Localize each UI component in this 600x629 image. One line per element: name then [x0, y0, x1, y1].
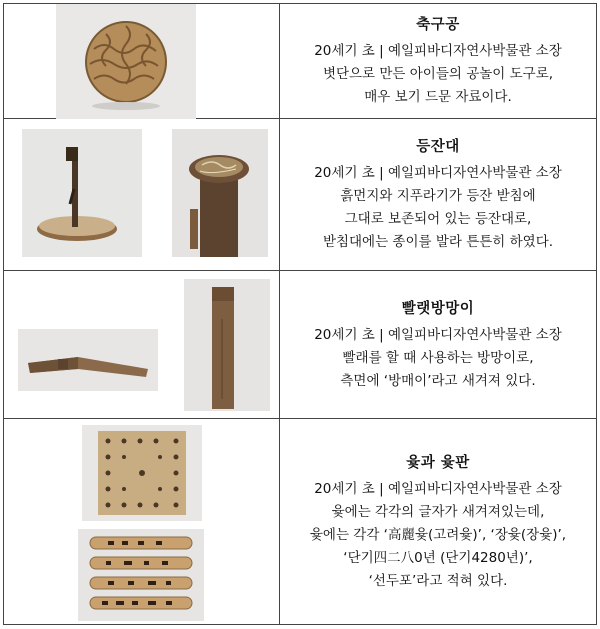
- artifact-title: 등잔대: [416, 139, 460, 155]
- artifact-row: [4, 4, 596, 119]
- description-line: 볏단으로 만든 아이들의 공놀이 도구로,: [322, 66, 554, 82]
- yut-sticks-photo: [78, 529, 204, 621]
- description-line: ‘단기四二八0년 (단기4280년)’,: [343, 549, 533, 566]
- yut-board-photo: [82, 425, 202, 521]
- artifact-row: [4, 271, 596, 419]
- description-line: 20세기 초 | 예일피바디자연사박물관 소장: [314, 326, 562, 343]
- description-cell: [280, 119, 596, 270]
- laundry-bat-side-photo: [184, 279, 270, 411]
- description-line: 흙먼지와 지푸라기가 등잔 받침에: [340, 188, 536, 204]
- image-cell: [4, 271, 280, 418]
- artifact-row: [4, 419, 596, 624]
- laundry-bat-photo: [18, 329, 158, 391]
- image-cell: [4, 419, 280, 624]
- description-line: 매우 보기 드문 자료이다.: [364, 89, 512, 105]
- description-line: 20세기 초 | 예일피바디자연사박물관 소장: [314, 43, 562, 59]
- artifact-title: 축구공: [416, 17, 460, 33]
- image-cell: [4, 119, 280, 270]
- straw-ball-photo: [56, 4, 196, 119]
- description-line: ‘선두포’라고 적혀 있다.: [368, 572, 508, 589]
- artifact-title: 빨랫방망이: [401, 300, 475, 317]
- description-cell: [280, 271, 596, 418]
- description-line: 측면에 ‘방매이’라고 새겨져 있다.: [340, 372, 536, 389]
- description-line: 윷에는 각각의 글자가 새겨져있는데,: [331, 503, 545, 520]
- lamp-stand-detail-photo: [172, 129, 268, 257]
- artifact-row: [4, 119, 596, 271]
- image-cell: [4, 4, 280, 118]
- description-line: 20세기 초 | 예일피바디자연사박물관 소장: [314, 480, 562, 497]
- artifact-table: [3, 3, 597, 625]
- description-line: 그대로 보존되어 있는 등잔대로,: [344, 211, 532, 227]
- description-cell: [280, 419, 596, 624]
- artifact-title: 윷과 윷판: [406, 454, 470, 471]
- description-line: 윷에는 각각 ‘高麗윷(고려윷)’, ‘장윷(장윷)’,: [309, 526, 567, 543]
- description-line: 빨래를 할 때 사용하는 방망이로,: [342, 349, 534, 366]
- description-line: 받침대에는 종이를 발라 튼튼히 하였다.: [322, 234, 554, 250]
- description-line: 20세기 초 | 예일피바디자연사박물관 소장: [314, 165, 562, 181]
- lamp-stand-photo: [22, 129, 142, 257]
- description-cell: [280, 4, 596, 118]
